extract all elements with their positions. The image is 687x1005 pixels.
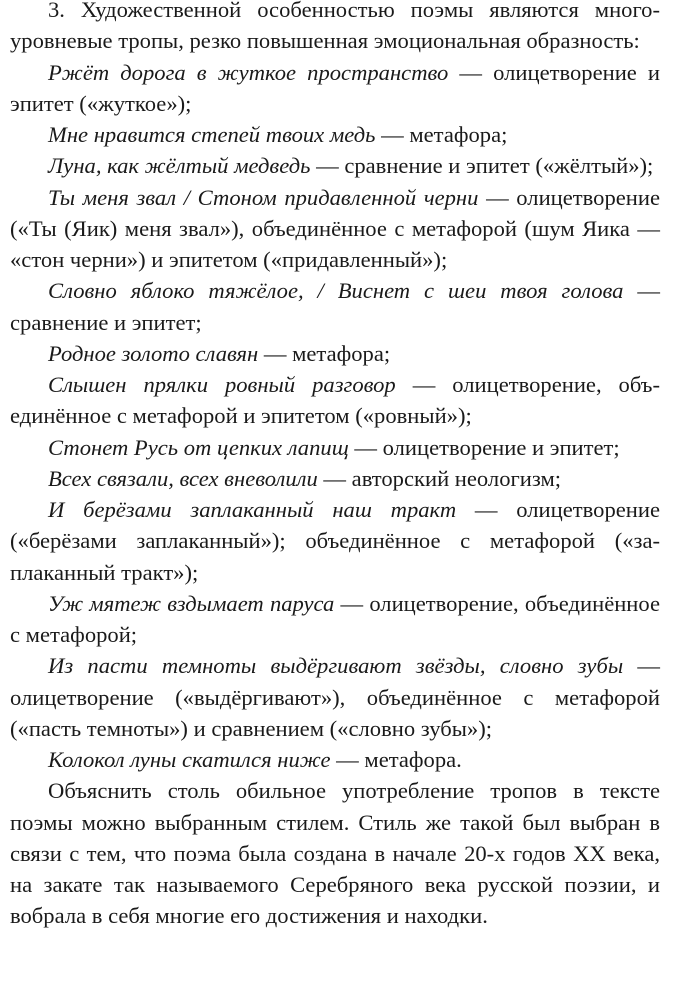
trope-comment: — метафора; bbox=[375, 122, 508, 147]
trope-quote: Слышен прялки ровный разговор bbox=[48, 372, 396, 397]
trope-quote: Родное золото славян bbox=[48, 340, 259, 366]
trope-quote: Словно яблоко тяжёлое, / Виснет с шеи твоя голова bbox=[48, 278, 624, 304]
trope-quote: Всех связали, всех вневолили bbox=[48, 465, 318, 491]
trope-comment: — олицетворение («выдёргивают»), объединённое с метафорой («пасть темноты») и сравнением («словно зубы»); bbox=[10, 653, 661, 741]
trope-quote: Из пасти темноты выдёргивают звёзды, словно зубы bbox=[48, 653, 624, 679]
trope-quote: Луна, как жёлтый медведь bbox=[48, 153, 311, 179]
trope-comment: — олицетворение и эпитет; bbox=[348, 434, 620, 460]
trope-item bbox=[10, 463, 660, 494]
trope-comment: — сравнение и эпитет («жёлтый»); bbox=[310, 153, 654, 179]
trope-item bbox=[10, 744, 660, 775]
trope-item bbox=[10, 182, 660, 276]
trope-quote: Мне нравится степей твоих медь bbox=[48, 122, 376, 147]
trope-quote: Ты меня звал / Стоном придавленной черни bbox=[48, 184, 479, 210]
trope-quote: Уж мятеж вздымает паруса bbox=[48, 590, 335, 616]
trope-item bbox=[10, 338, 660, 369]
trope-comment: — олицетворение («берёзами заплаканный»); объединённое с метафорой («заплаканный тракт»); bbox=[10, 497, 660, 585]
trope-item bbox=[10, 275, 660, 338]
conclusion-paragraph: Объяснить столь обильное употребление тропов в тексте поэмы можно выбранным стилем. Стиль же такой был выбран в связи с тем, что поэма была создана в начале 20-х годов XX века, на закате так называемого Серебряного века русской поэзии, и вобрала в себя многие его достижения и находки. bbox=[10, 778, 660, 929]
trope-comment: — олицетворение и эпитет («жуткое»); bbox=[10, 59, 660, 116]
intro-paragraph: 3. Художественной особенностью поэмы являются многоуровневые тропы, резко повышенная эмоциональная образность: bbox=[10, 0, 660, 54]
trope-item bbox=[10, 494, 660, 588]
trope-comment: — метафора. bbox=[330, 747, 462, 772]
trope-quote: И берёзами заплаканный наш тракт bbox=[48, 497, 457, 522]
trope-item bbox=[10, 369, 660, 432]
trope-comment: — сравнение и эпитет; bbox=[10, 278, 660, 335]
trope-quote: Ржёт дорога в жуткое пространство bbox=[48, 59, 449, 85]
trope-comment: — олицетворение («Ты (Яик) меня звал»), объединённое с метафорой (шум Яика — «стон черни») и эпитетом («придавленный»); bbox=[10, 184, 660, 272]
trope-item bbox=[10, 150, 660, 181]
trope-item bbox=[10, 57, 660, 120]
trope-comment: — авторский неологизм; bbox=[317, 465, 562, 491]
trope-item bbox=[10, 588, 660, 651]
trope-item bbox=[10, 119, 660, 150]
trope-item bbox=[10, 432, 660, 463]
trope-comment: — олицетворение, объединённое с метафорой и эпитетом («ровный»); bbox=[10, 372, 660, 429]
trope-item bbox=[10, 650, 660, 744]
trope-quote: Стонет Русь от цепких лапищ bbox=[48, 434, 349, 460]
trope-comment: — олицетворение, объединённое с метафорой; bbox=[10, 590, 661, 647]
trope-quote: Колокол луны скатился ниже bbox=[48, 747, 331, 772]
trope-comment: — метафора; bbox=[258, 340, 391, 366]
